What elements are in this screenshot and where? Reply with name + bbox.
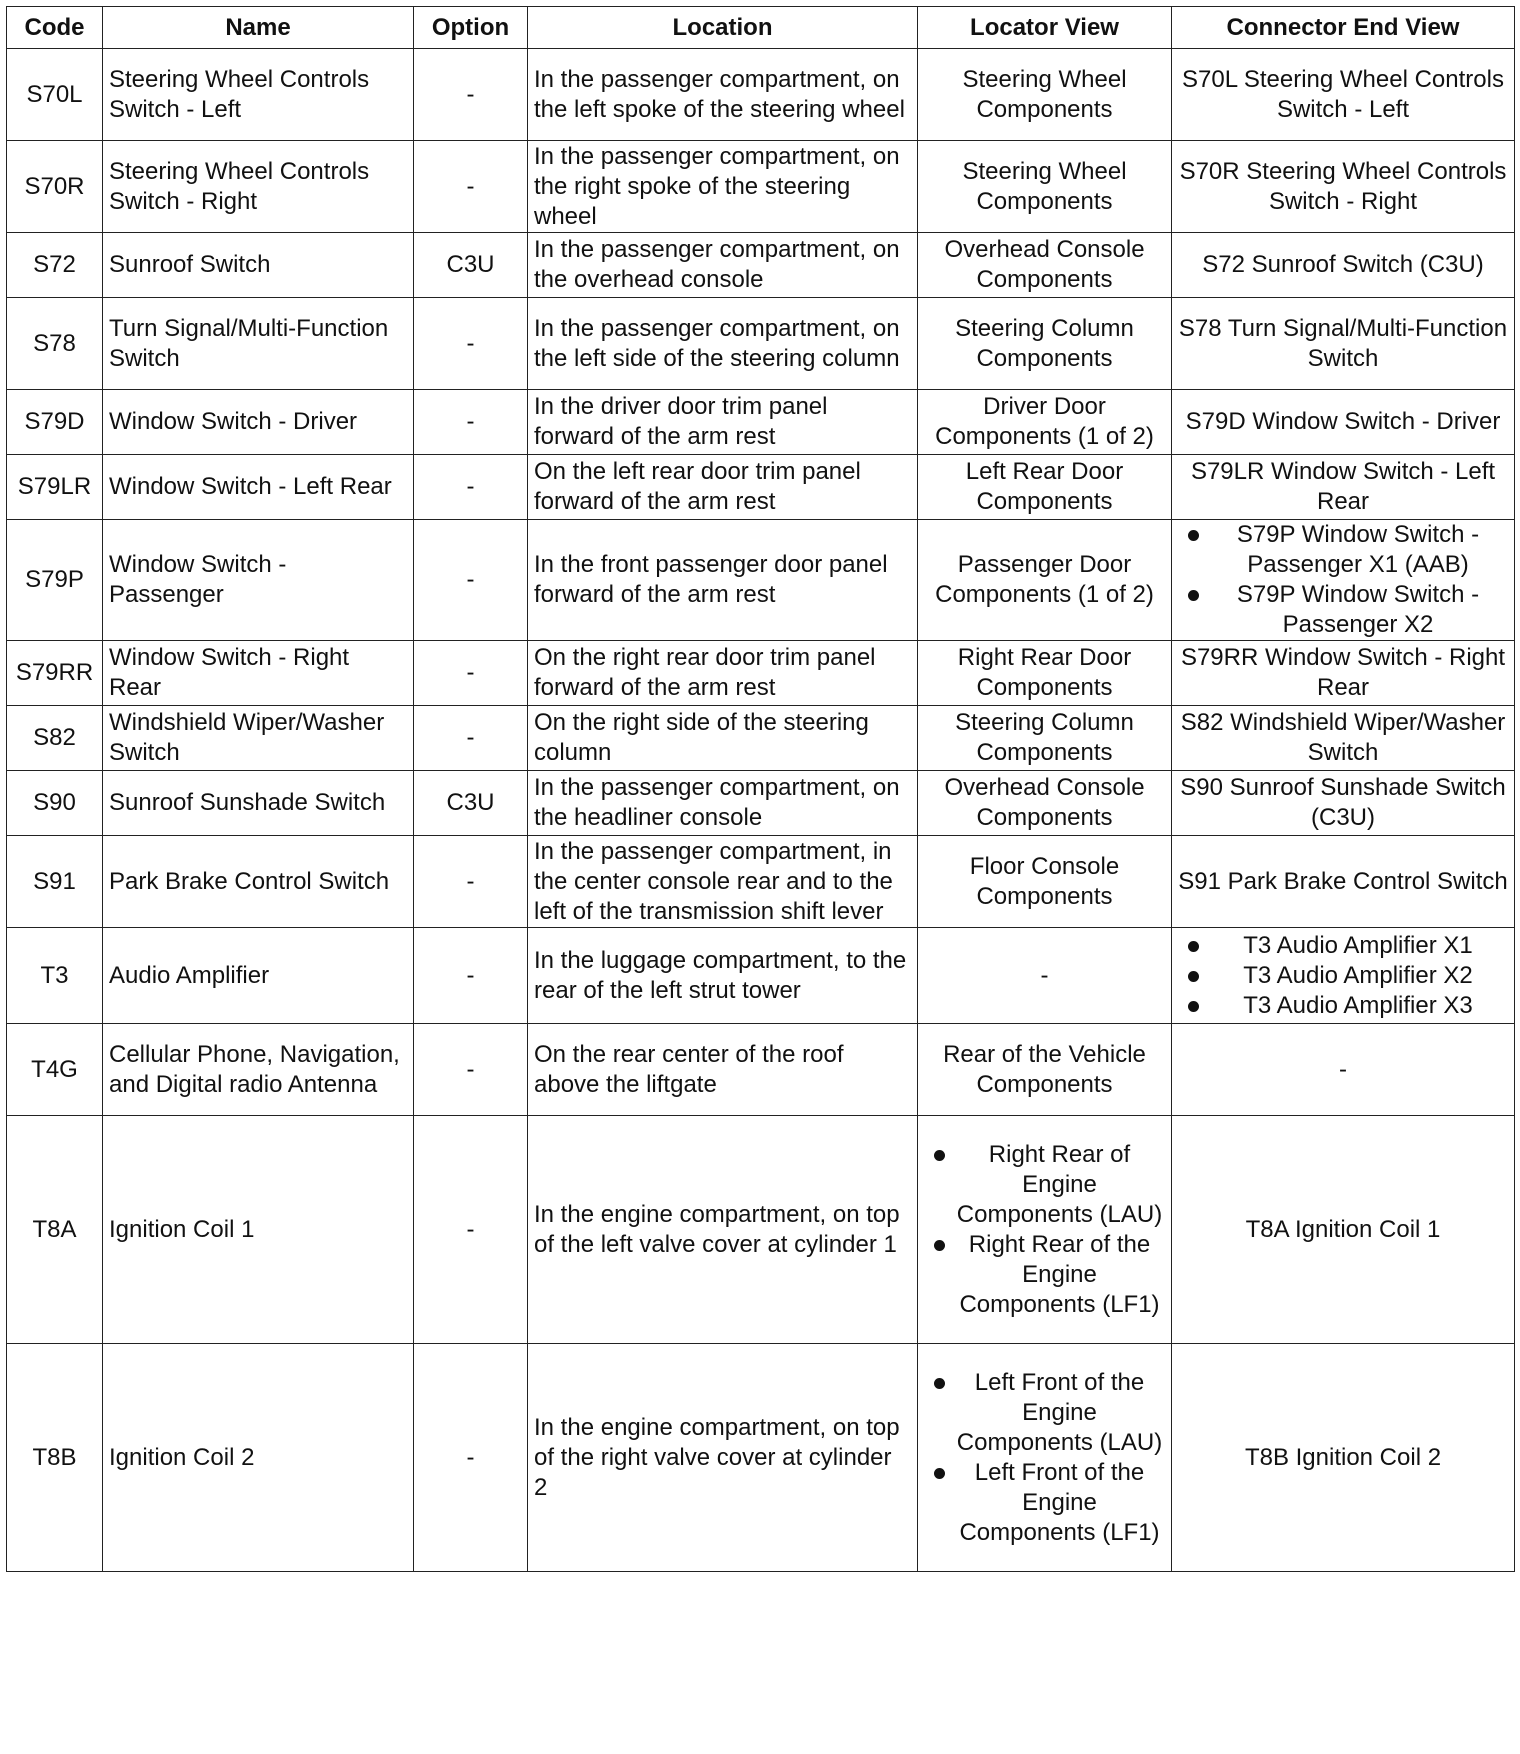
table-row: [7, 298, 1515, 390]
table-row: [7, 706, 1515, 771]
locator-view-cell-text: Overhead Console Components: [944, 774, 1145, 831]
name-cell: Windshield Wiper/Washer Switch: [103, 706, 414, 771]
bullet-item: T3 Audio Amplifier X1: [1178, 931, 1508, 961]
connector-end-view-cell: [1172, 141, 1515, 233]
locator-view-cell: [918, 706, 1172, 771]
header-code: Code: [7, 7, 103, 49]
connector-end-view-cell: [1172, 49, 1515, 141]
locator-view-cell: [918, 520, 1172, 641]
option-cell: -: [414, 1024, 528, 1116]
location-cell: In the passenger compartment, on the headliner console: [528, 771, 918, 836]
option-cell: -: [414, 455, 528, 520]
code-cell: S79RR: [7, 641, 103, 706]
locator-view-cell-text: Steering Column Components: [955, 709, 1134, 766]
code-cell: S70L: [7, 49, 103, 141]
location-cell: In the passenger compartment, on the right spoke of the steering wheel: [528, 141, 918, 233]
connector-end-view-cell: [1172, 928, 1515, 1024]
locator-view-cell: [918, 1344, 1172, 1572]
bullet-item: S79P Window Switch - Passenger X2: [1178, 580, 1508, 640]
connector-end-view-cell-text: S79LR Window Switch - Left Rear: [1190, 458, 1496, 515]
option-cell: -: [414, 836, 528, 928]
option-cell: -: [414, 706, 528, 771]
code-cell: S79P: [7, 520, 103, 641]
header-location: Location: [528, 7, 918, 49]
code-cell: T8B: [7, 1344, 103, 1572]
component-locator-table: [6, 6, 1515, 1572]
code-cell: S91: [7, 836, 103, 928]
location-cell: In the luggage compartment, to the rear of the left strut tower: [528, 928, 918, 1024]
connector-end-view-cell-text: -: [1339, 1055, 1347, 1083]
connector-end-view-cell: [1172, 771, 1515, 836]
table-row: [7, 1116, 1515, 1344]
header-locator-view: Locator View: [918, 7, 1172, 49]
bullet-item: Right Rear of the Engine Components (LF1): [924, 1230, 1165, 1320]
name-cell: Window Switch - Passenger: [103, 520, 414, 641]
option-cell: -: [414, 390, 528, 455]
name-cell: Sunroof Sunshade Switch: [103, 771, 414, 836]
locator-view-cell-text: -: [1040, 961, 1049, 989]
location-cell: In the front passenger door panel forward of the arm rest: [528, 520, 918, 641]
connector-end-view-cell: [1172, 641, 1515, 706]
option-cell: -: [414, 520, 528, 641]
locator-view-cell-text: Steering Wheel Components: [962, 65, 1127, 123]
connector-end-view-cell: [1172, 1116, 1515, 1344]
location-cell: In the passenger compartment, on the overhead console: [528, 233, 918, 298]
code-cell: S79LR: [7, 455, 103, 520]
locator-view-cell-text: Floor Console Components: [969, 852, 1120, 910]
option-cell: -: [414, 928, 528, 1024]
bullet-item: Left Front of the Engine Components (LF1): [924, 1458, 1165, 1548]
location-cell: On the right side of the steering column: [528, 706, 918, 771]
table-row: [7, 1344, 1515, 1572]
location-cell: In the driver door trim panel forward of the arm rest: [528, 390, 918, 455]
code-cell: T4G: [7, 1024, 103, 1116]
name-cell: Audio Amplifier: [103, 928, 414, 1024]
location-cell: On the left rear door trim panel forward of the arm rest: [528, 455, 918, 520]
option-cell: -: [414, 1344, 528, 1572]
name-cell: Steering Wheel Controls Switch - Right: [103, 141, 414, 233]
locator-view-cell: [918, 771, 1172, 836]
code-cell: S82: [7, 706, 103, 771]
connector-end-view-cell-text: S78 Turn Signal/Multi-Function Switch: [1178, 314, 1508, 372]
table-row: [7, 641, 1515, 706]
bullet-item: T3 Audio Amplifier X2: [1178, 961, 1508, 991]
code-cell: S70R: [7, 141, 103, 233]
name-cell: Ignition Coil 2: [103, 1344, 414, 1572]
connector-end-view-cell-text: S79RR Window Switch - Right Rear: [1180, 644, 1506, 701]
locator-view-cell-text: Driver Door Components (1 of 2): [935, 393, 1154, 450]
option-cell: C3U: [414, 233, 528, 298]
connector-end-view-cell: [1172, 390, 1515, 455]
connector-end-view-cell: [1172, 520, 1515, 641]
locator-view-cell-text: Steering Wheel Components: [962, 157, 1127, 215]
connector-end-view-cell-text: T8B Ignition Coil 2: [1244, 1443, 1442, 1471]
locator-view-cell: [918, 641, 1172, 706]
location-cell: In the passenger compartment, in the center console rear and to the left of the transmission shift lever: [528, 836, 918, 928]
locator-view-cell: [918, 141, 1172, 233]
connector-end-view-cell: [1172, 298, 1515, 390]
name-cell: Park Brake Control Switch: [103, 836, 414, 928]
name-cell: Steering Wheel Controls Switch - Left: [103, 49, 414, 141]
location-cell: In the engine compartment, on top of the right valve cover at cylinder 2: [528, 1344, 918, 1572]
table-row: [7, 390, 1515, 455]
connector-end-view-cell: [1172, 836, 1515, 928]
option-cell: -: [414, 1116, 528, 1344]
connector-end-view-cell: [1172, 233, 1515, 298]
location-cell: In the engine compartment, on top of the left valve cover at cylinder 1: [528, 1116, 918, 1344]
table-row: [7, 233, 1515, 298]
connector-end-view-cell-text: S82 Windshield Wiper/Washer Switch: [1180, 709, 1506, 766]
locator-view-cell: [918, 455, 1172, 520]
connector-end-view-cell-text: S91 Park Brake Control Switch: [1178, 867, 1508, 895]
option-cell: -: [414, 141, 528, 233]
header-row: [7, 7, 1515, 49]
bullet-item: Left Front of the Engine Components (LAU): [924, 1368, 1165, 1458]
locator-view-cell-text: Passenger Door Components (1 of 2): [935, 551, 1154, 608]
connector-end-view-cell: [1172, 706, 1515, 771]
bullet-item: S79P Window Switch - Passenger X1 (AAB): [1178, 520, 1508, 580]
name-cell: Sunroof Switch: [103, 233, 414, 298]
option-cell: -: [414, 298, 528, 390]
name-cell: Window Switch - Driver: [103, 390, 414, 455]
bullet-item: Right Rear of Engine Components (LAU): [924, 1140, 1165, 1230]
locator-view-cell-text: Rear of the Vehicle Components: [943, 1040, 1146, 1098]
table-row: [7, 1024, 1515, 1116]
connector-end-view-cell-text: S70L Steering Wheel Controls Switch - Left: [1182, 65, 1504, 123]
option-cell: -: [414, 49, 528, 141]
connector-end-view-cell-bullet-list: [1178, 931, 1508, 1021]
code-cell: S78: [7, 298, 103, 390]
connector-end-view-cell-text: S90 Sunroof Sunshade Switch (C3U): [1180, 774, 1506, 831]
header-option: Option: [414, 7, 528, 49]
location-cell: On the rear center of the roof above the liftgate: [528, 1024, 918, 1116]
locator-view-cell: [918, 836, 1172, 928]
locator-view-cell: [918, 1024, 1172, 1116]
name-cell: Cellular Phone, Navigation, and Digital radio Antenna: [103, 1024, 414, 1116]
locator-view-cell-text: Overhead Console Components: [944, 236, 1145, 293]
connector-end-view-cell: [1172, 1344, 1515, 1572]
table-row: [7, 141, 1515, 233]
code-cell: S72: [7, 233, 103, 298]
table-row: [7, 455, 1515, 520]
header-connector-end-view: Connector End View: [1172, 7, 1515, 49]
connector-end-view-cell-text: T8A Ignition Coil 1: [1245, 1215, 1441, 1243]
locator-view-cell: [918, 928, 1172, 1024]
option-cell: C3U: [414, 771, 528, 836]
table-row: [7, 49, 1515, 141]
locator-view-cell-bullet-list: [924, 1368, 1165, 1548]
name-cell: Window Switch - Left Rear: [103, 455, 414, 520]
locator-view-cell-text: Right Rear Door Components: [957, 644, 1132, 701]
locator-view-cell: [918, 298, 1172, 390]
locator-view-cell: [918, 49, 1172, 141]
table-row: [7, 771, 1515, 836]
name-cell: Window Switch - Right Rear: [103, 641, 414, 706]
table-row: [7, 836, 1515, 928]
locator-view-cell: [918, 233, 1172, 298]
table-row: [7, 928, 1515, 1024]
code-cell: T8A: [7, 1116, 103, 1344]
name-cell: Turn Signal/Multi-Function Switch: [103, 298, 414, 390]
header-name: Name: [103, 7, 414, 49]
locator-view-cell-text: Steering Column Components: [955, 314, 1134, 372]
bullet-item: T3 Audio Amplifier X3: [1178, 991, 1508, 1021]
name-cell: Ignition Coil 1: [103, 1116, 414, 1344]
location-cell: On the right rear door trim panel forward of the arm rest: [528, 641, 918, 706]
location-cell: In the passenger compartment, on the left side of the steering column: [528, 298, 918, 390]
locator-view-cell: [918, 1116, 1172, 1344]
code-cell: S79D: [7, 390, 103, 455]
connector-end-view-cell-text: S72 Sunroof Switch (C3U): [1202, 251, 1484, 278]
locator-view-cell: [918, 390, 1172, 455]
connector-end-view-cell-text: S79D Window Switch - Driver: [1185, 408, 1501, 435]
locator-view-cell-text: Left Rear Door Components: [965, 458, 1124, 515]
code-cell: T3: [7, 928, 103, 1024]
option-cell: -: [414, 641, 528, 706]
table-row: [7, 520, 1515, 641]
location-cell: In the passenger compartment, on the left spoke of the steering wheel: [528, 49, 918, 141]
connector-end-view-cell-text: S70R Steering Wheel Controls Switch - Right: [1179, 157, 1507, 215]
connector-end-view-cell: [1172, 1024, 1515, 1116]
connector-end-view-cell: [1172, 455, 1515, 520]
code-cell: S90: [7, 771, 103, 836]
locator-view-cell-bullet-list: [924, 1140, 1165, 1320]
connector-end-view-cell-bullet-list: [1178, 520, 1508, 640]
